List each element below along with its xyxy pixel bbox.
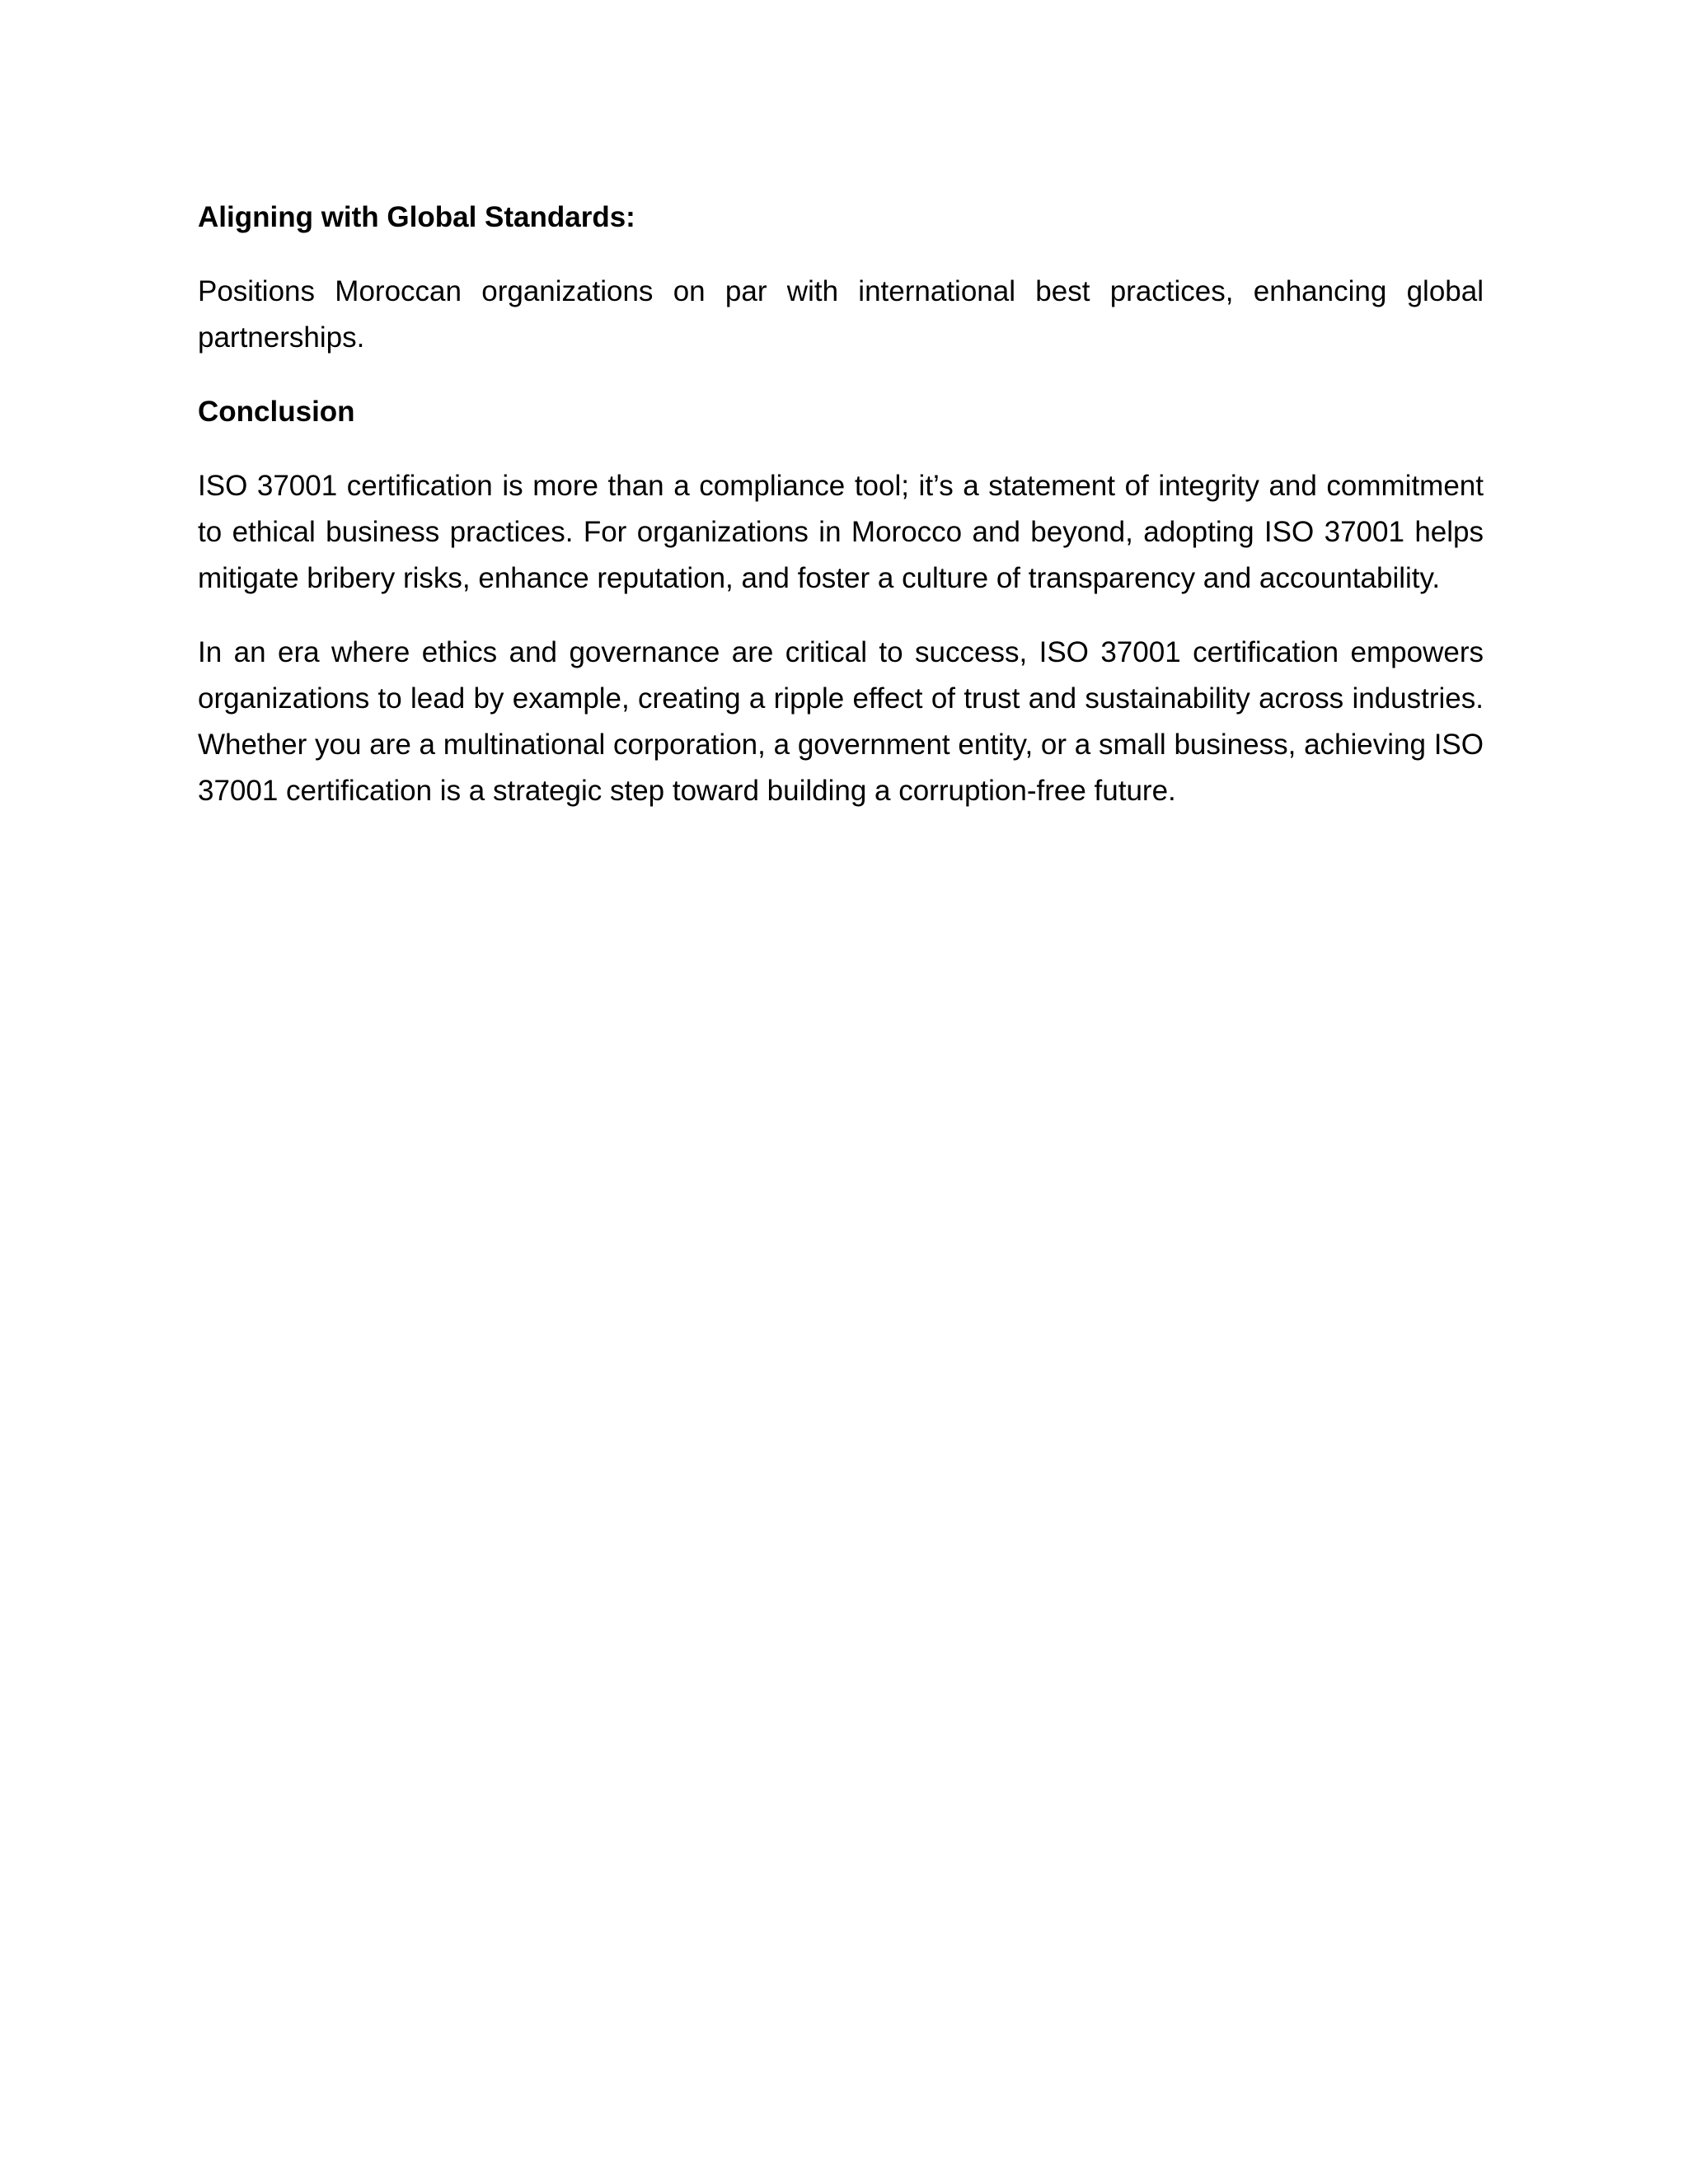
section-heading-global-standards: Aligning with Global Standards: (198, 201, 635, 233)
section-heading-conclusion: Conclusion (198, 396, 355, 428)
document-body (198, 194, 1484, 842)
paragraph-conclusion-1: ISO 37001 certification is more than a compliance tool; it’s a statement of integrity and commitment to ethical business practices. For organizations in Morocco and beyond, adopting ISO 37001 helps mitigate bribery risks, enhance reputation, and foster a culture of transparency and accountability. (198, 470, 1484, 594)
paragraph-conclusion-2: In an era where ethics and governance are critical to success, ISO 37001 certification empowers organizations to lead by example, creating a ripple effect of trust and sustainability across industries. Whether you are a multinational corporation, a government entity, or a small business, achieving ISO 37001 certification is a strategic step toward building a corruption-free future. (198, 636, 1484, 807)
paragraph-global-standards: Positions Moroccan organizations on par with international best practices, enhancing global partnerships. (198, 275, 1484, 354)
